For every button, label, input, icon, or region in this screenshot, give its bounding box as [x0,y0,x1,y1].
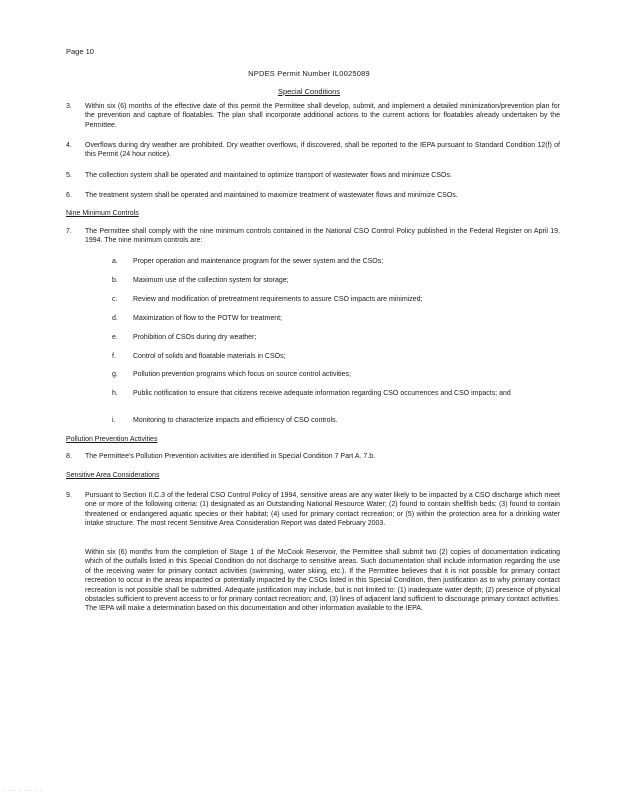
control-letter: i. [112,417,116,424]
control-letter: h. [112,390,118,397]
item-number: 6. [66,192,72,199]
control-text: Control of solids and floatable materials in CSOs; [133,353,286,360]
item-number: 7. [66,228,72,235]
control-c [112,295,558,304]
control-letter: d. [112,315,118,322]
item-text: The collection system shall be operated and maintained to optimize transport of wastewater flows and minimize CSOs. [85,172,452,179]
item-text: The Permittee shall comply with the nine minimum controls contained in the National CSO Control Policy published in the Federal Register on April 19, 1994. The nine minimum controls are: [85,228,560,245]
control-f [112,352,558,361]
control-e [112,333,558,342]
control-d [112,314,558,323]
section-title: Special Conditions [277,87,341,96]
item-number: 5. [66,172,72,179]
page-label: Page 10 [66,47,94,56]
item-text: The treatment system shall be operated and maintained to maximize treatment of wastewater flows and minimize CSOs. [85,192,458,199]
condition-item-5 [66,171,560,180]
item-number: 9. [66,492,72,499]
condition-item-6 [66,191,560,200]
control-letter: a. [112,258,118,265]
sensitive-area-followup-paragraph: Within six (6) months from the completion of Stage 1 of the McCook Reservoir, the Permittee shall submit two (2) copies of documentation indicating which of the outfalls listed in this Special Condition do not discharge to sensitive areas. Such documentation shall include information regarding the use of the receiving water for primary contact activities (swimming, water skiing, etc.). If the Permittee believes that it is not possible for primary contact recreation to occur in the areas impacted or potentially impacted by the CSOs listed in this Special Condition, then justification as to why primary contact recreation is not possible shall be submitted. Adequate justification may include, but is not limited to: (1) inadequate water depth; (2) presence of physical obstacles sufficient to prevent access to or for primary contact recreation; and, (3) lines of adjacent land sufficient to discourage primary contact activities. The IEPA will make a determination based on this documentation and other information available to the IEPA. [85,549,560,613]
control-letter: c. [112,296,118,303]
condition-item-3 [66,102,560,130]
control-text: Pollution prevention programs which focus on source control activities; [133,371,351,378]
control-text: Proper operation and maintenance program for the sewer system and the CSOs; [133,258,384,265]
control-g [112,370,558,379]
condition-item-7 [66,227,560,246]
item-number: 8. [66,453,72,460]
control-text: Maximum use of the collection system for storage; [133,277,289,284]
condition-item-4 [66,141,560,160]
item-number: 3. [66,103,72,110]
control-b [112,276,558,285]
condition-item-9 [66,491,560,529]
control-letter: f. [112,353,116,360]
item-text: Overflows during dry weather are prohibited. Dry weather overflows, if discovered, shall be reported to the IEPA pursuant to Standard Condition 12(f) of this Permit (24 hour notice). [85,142,560,159]
control-letter: b. [112,277,118,284]
control-a [112,257,558,266]
control-text: Public notification to ensure that citizens receive adequate information regarding CSO occurrences and CSO impacts; and [133,390,511,397]
nine-minimum-controls-heading: Nine Minimum Controls [66,210,139,217]
item-text: Within six (6) months of the effective date of this permit the Permittee shall develop, submit, and implement a detailed minimization/prevention plan for the prevention and capture of floatables. The plan shall incorporate additional actions to the current actions for floatables already undertaken by the Permittee. [85,103,560,129]
control-text: Review and modification of pretreatment requirements to assure CSO impacts are minimized; [133,296,423,303]
item-number: 4. [66,142,72,149]
control-i [112,416,558,425]
control-text: Maximization of flow to the POTW for treatment; [133,315,282,322]
pollution-prevention-heading: Pollution Prevention Activities [66,436,158,443]
scan-footer-mark: · · · · · · · · [4,788,43,794]
item-text: The Permittee's Pollution Prevention activities are identified in Special Condition 7 Part A. 7.b. [85,453,376,460]
control-text: Prohibition of CSOs during dry weather; [133,334,257,341]
control-h [112,389,558,398]
item-text: Pursuant to Section II.C.3 of the federal CSO Control Policy of 1994, sensitive areas are any water likely to be impacted by a CSO discharge which meet one or more of the following criteria: (1) designated as an Outstanding National Resource Water; (2) found to contain shellfish beds; (3) found to contain threatened or endangered aquatic species or their habitat; (4) used for primary contact recreation; or (5) within the protection area for a drinking water intake structure. The most recent Sensitive Area Consideration Report was dated February 2003. [85,492,560,528]
control-letter: e. [112,334,118,341]
permit-number: NPDES Permit Number IL0025089 [248,69,370,78]
control-letter: g. [112,371,118,378]
control-text: Monitoring to characterize impacts and efficiency of CSO controls. [133,417,338,424]
sensitive-area-heading: Sensitive Area Considerations [66,472,160,479]
condition-item-8 [66,452,560,461]
